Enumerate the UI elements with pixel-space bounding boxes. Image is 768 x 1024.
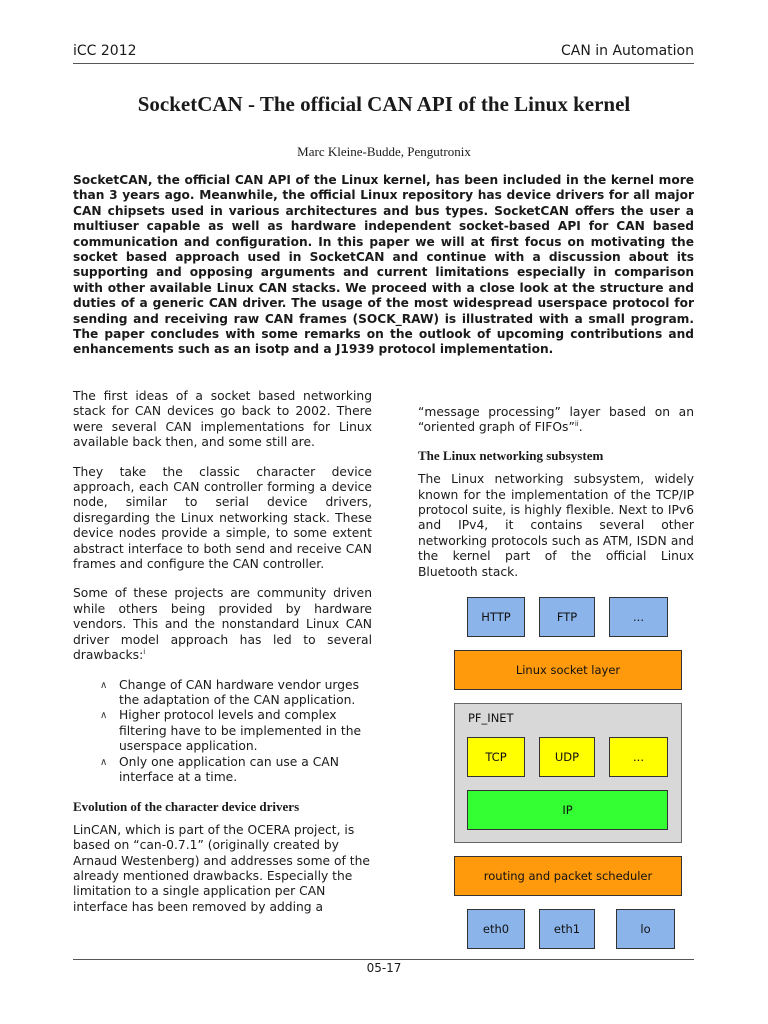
footnote-ref-ii: ii: [574, 420, 579, 429]
left-column: [73, 389, 372, 929]
right-column: [418, 405, 694, 594]
list-item: [73, 708, 372, 754]
section-heading-evolution: Evolution of the character device drivers: [73, 799, 300, 815]
box-udp: UDP: [539, 737, 595, 777]
box-tcp: TCP: [467, 737, 525, 777]
box-scheduler: routing and packet scheduler: [454, 856, 682, 896]
box-app-more: ...: [609, 597, 668, 637]
right-para-1: The Linux networking subsystem, widely known for the implementation of the TCP/IP protocol suite, is highly flexible. Next to IPv6 and IPv4, it contains several other networking protocols such as ATM, ISDN and the kernel part of the official Linux Bluetooth stack.: [418, 472, 694, 579]
box-http: HTTP: [467, 597, 525, 637]
right-continued-text: “message processing” layer based on an “oriented graph of FIFOs”: [418, 405, 694, 435]
box-socket-layer: Linux socket layer: [454, 650, 682, 690]
header-left: iCC 2012: [73, 43, 137, 59]
page-number: 05-17: [366, 961, 402, 975]
box-eth1: eth1: [539, 909, 595, 949]
pf-inet-label: PF_INET: [468, 711, 514, 725]
bullet-icon: ∧: [100, 679, 108, 691]
right-continued-end: .: [578, 420, 583, 435]
box-ftp: FTP: [539, 597, 595, 637]
box-ip: IP: [467, 790, 668, 830]
bullet-text: Only one application can use a CAN interface at a time.: [119, 754, 339, 784]
list-item: [73, 755, 372, 786]
left-para-3: [73, 586, 372, 663]
left-para-2: They take the classic character device approach, each CAN controller forming a device node, similar to serial device drivers, disregarding the Linux networking stack. These device nodes provide a simple, to some extent abstract interface to both send and receive CAN frames and configure the CAN controller.: [73, 464, 372, 572]
box-eth0: eth0: [467, 909, 525, 949]
header-right: CAN in Automation: [560, 43, 694, 59]
right-continued: [418, 405, 694, 436]
left-para-3-text: Some of these projects are community driven while others being provided by hardware vendors. This and the nonstandard Linux CAN driver model approach has led to several drawbacks:: [73, 586, 372, 663]
list-item: [73, 678, 372, 709]
bullet-icon: ∧: [100, 710, 108, 722]
bullet-icon: ∧: [100, 756, 108, 768]
bullet-text: Higher protocol levels and complex filtering have to be implemented in the userspace application.: [119, 708, 362, 754]
section-heading-networking: The Linux networking subsystem: [418, 447, 604, 463]
box-transport-more: ...: [609, 737, 668, 777]
paper-author: Marc Kleine-Budde, Pengutronix: [297, 144, 471, 159]
footer-rule: [73, 959, 694, 960]
bullet-text: Change of CAN hardware vendor urges the adaptation of the CAN application.: [119, 677, 360, 707]
box-lo: lo: [616, 909, 675, 949]
left-para-1: The first ideas of a socket based networking stack for CAN devices go back to 2002. There were several CAN implementations for Linux available back then, and some still are.: [73, 389, 372, 450]
drawbacks-list: [73, 678, 372, 786]
header-rule: [73, 63, 694, 64]
abstract: SocketCAN, the official CAN API of the Linux kernel, has been included in the kernel more than 3 years ago. Meanwhile, the official Linux repository has device drivers for all major CAN chipsets used in various architectures and bus types. SocketCAN offers the user a multiuser capable as well as hardware independent socket-based API for CAN based communication and configuration. In this paper we will at first focus on motivating the socket based approach used in SocketCAN and continue with a discussion about its supporting and opposing arguments and current limitations especially in comparison with other available Linux CAN stacks. We proceed with a close look at the structure and duties of a generic CAN driver. The usage of the most widespread userspace protocol for sending and receiving raw CAN frames (SOCK_RAW) is illustrated with a small program. The paper concludes with some remarks on the outlook of upcoming contributions and enhancements such as an isotp and a J1939 protocol implementation.: [73, 173, 694, 357]
footnote-ref-i: i: [143, 648, 146, 656]
paper-title: SocketCAN - The official CAN API of the Linux kernel: [137, 92, 631, 116]
left-para-4: LinCAN, which is part of the OCERA project, is based on “can-0.7.1” (originally created by Arnaud Westenberg) and addresses some of the already mentioned drawbacks. Especially the limitation to a single application per CAN interface has been removed by adding a: [73, 822, 370, 914]
